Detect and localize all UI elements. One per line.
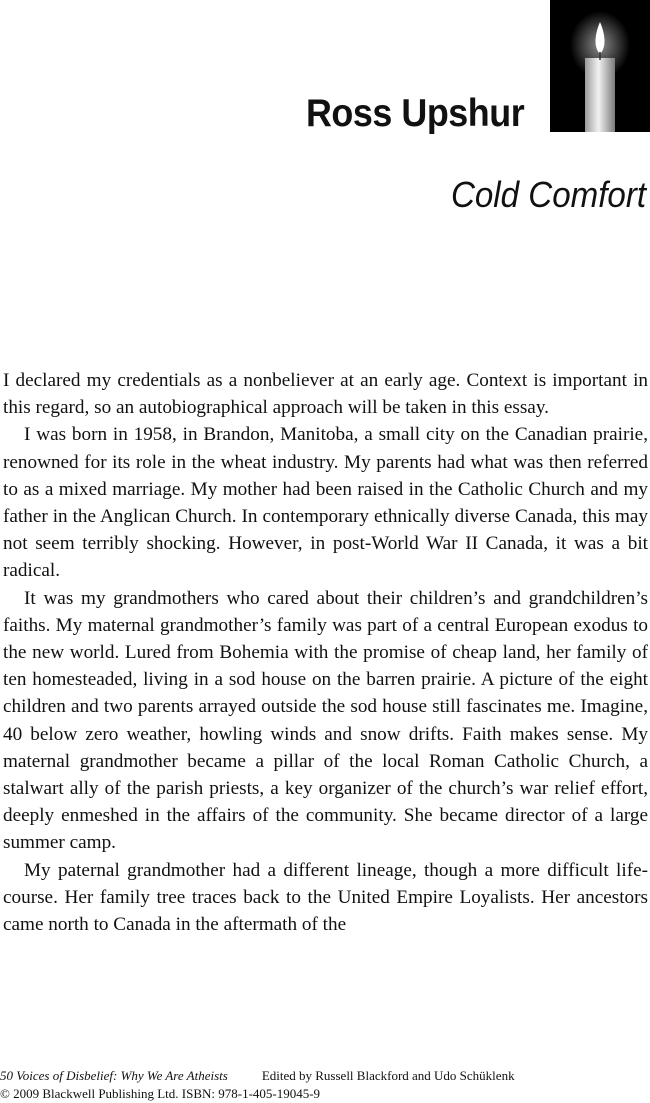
footer-citation: [0, 1067, 650, 1085]
author-name: Ross Upshur: [305, 92, 524, 135]
book-title: 50 Voices of Disbelief: Why We Are Atheists: [0, 1068, 228, 1083]
paragraph: I declared my credentials as a nonbeliever at an early age. Context is important in this regard, so an autobiographical approach will be taken in this essay.: [3, 370, 648, 419]
paragraph: It was my grandmothers who cared about their children’s and grandchildren’s faiths. My maternal grandmother’s family was part of a central European exodus to the new world. Lured from Bohemia with the promise of cheap land, her family of ten homesteaded, living in a sod house on the barren prairie. A picture of the eight children and two parents arrayed outside the sod house still fascinates me. Imagine, 40 below zero weather, howling winds and snow drifts. Faith makes sense. My maternal grandmother became a pillar of the local Roman Catholic Church, a stalwart ally of the parish priests, a key organizer of the church’s war relief effort, deeply enmeshed in the affairs of the community. She became director of a large summer camp.: [3, 587, 648, 854]
essay-title: Cold Comfort: [450, 174, 646, 215]
candle-image: [550, 0, 650, 132]
candle-icon: [550, 0, 650, 132]
book-editors: Edited by Russell Blackford and Udo Schüklenk: [261, 1068, 515, 1083]
page-footer: [0, 1067, 650, 1103]
paragraph: I was born in 1958, in Brandon, Manitoba, a small city on the Canadian prairie, renowned for its role in the wheat industry. My parents had what was then referred to as a mixed marriage. My mother had been raised in the Catholic Church and my father in the Anglican Church. In contemporary ethnically diverse Canada, this may not seem terribly shocking. However, in post-World War II Canada, it was a bit radical.: [3, 424, 648, 582]
copyright-notice: © 2009 Blackwell Publishing Ltd. ISBN: 978-1-405-19045-9: [0, 1086, 321, 1101]
paragraph: My paternal grandmother had a different lineage, though a more difficult life-course. Her family tree traces back to the United Empire Loyalists. Her ancestors came north to Canada in the aftermath of the: [3, 859, 648, 936]
essay-body: [3, 367, 648, 938]
